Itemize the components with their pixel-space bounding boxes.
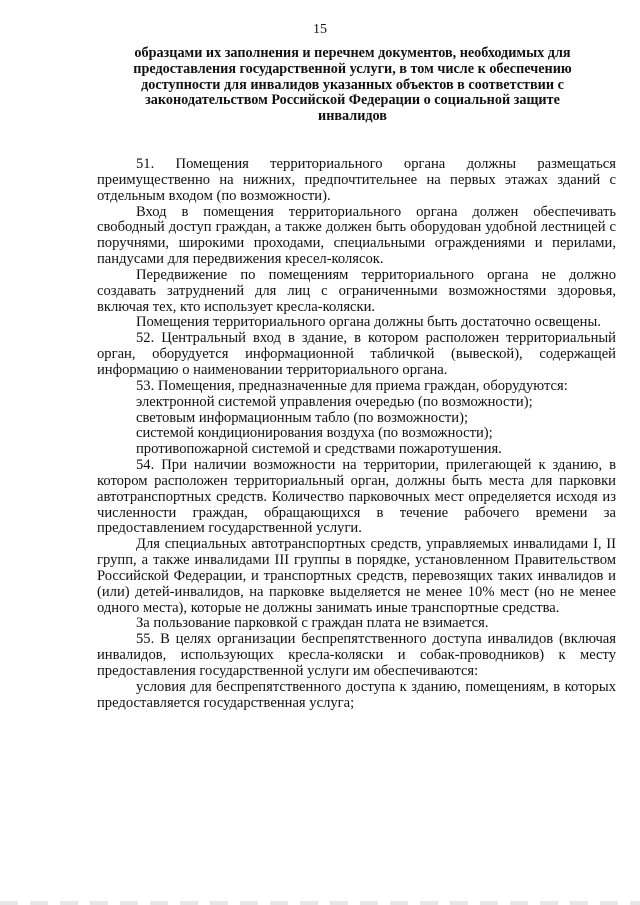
paragraph-lighting: Помещения территориального органа должны быть достаточно освещены. (136, 314, 601, 331)
paragraph-55: 55. В целях организации беспрепятственного доступа инвалидов (включая инвалидов, использующих кресла-коляски и собак-проводников) к месту предоставления государственной услуги им обеспечиваются: (97, 631, 616, 679)
scan-edge-artifact (0, 901, 640, 905)
paragraph-53: 53. Помещения, предназначенные для приема граждан, оборудуются: (136, 377, 568, 394)
paragraph-51: 51. Помещения территориального органа должны размещаться преимущественно на нижних, предпочтительнее на первых этажах зданий с отдельным входом (по возможности). (97, 156, 616, 204)
list-item-fire-system: противопожарной системой и средствами пожаротушения. (136, 441, 502, 458)
list-item-air-conditioning: системой кондиционирования воздуха (по возможности); (136, 425, 493, 442)
list-item-info-board: световым информационным табло (по возможности); (136, 409, 468, 426)
section-heading: образцами их заполнения и перечнем документов, необходимых для предоставления государственной услуги, в том числе к обеспечению доступности для инвалидов указанных объектов в соответствии с законодательством Российской Федерации о социальной защите инвалидов (133, 45, 572, 125)
paragraph-parking-fee: За пользование парковкой с граждан плата не взимается. (136, 615, 489, 632)
paragraph-movement: Передвижение по помещениям территориального органа не должно создавать затруднений для лиц с ограниченными возможностями здоровья, включая тех, кто использует кресла-коляски. (97, 266, 616, 315)
page-number: 15 (313, 22, 327, 37)
paragraph-entrance: Вход в помещения территориального органа должен обеспечивать свободный доступ граждан, а также должен быть оборудован удобной лестницей с поручнями, широкими проходами, специальными ограждениями и перилами, пандусами для передвижения кресел-колясок. (97, 203, 616, 268)
document-body (97, 157, 616, 712)
paragraph-access-conditions: условия для беспрепятственного доступа к зданию, помещениям, в которых предоставляется государственная услуга; (97, 678, 616, 711)
paragraph-disabled-parking: Для специальных автотранспортных средств, управляемых инвалидами I, II групп, а также инвалидами III группы в порядке, установленном Правительством Российской Федерации, и транспортных средств, перевозящих таких инвалидов и (или) детей-инвалидов, на парковке выделяется не менее 10% мест (но не менее одного места), которые не должны занимать иные транспортные средства. (97, 536, 616, 616)
paragraph-52: 52. Центральный вход в здание, в котором расположен территориальный орган, оборудуется информационной табличкой (вывеской), содержащей информацию о наименовании территориального органа. (97, 330, 616, 378)
list-item-queue-system: электронной системой управления очередью (по возможности); (136, 393, 533, 410)
paragraph-54: 54. При наличии возможности на территории, прилегающей к зданию, в котором расположен территориальный орган, должны быть места для парковки автотранспортных средств. Количество парковочных мест определяется исходя из численности граждан, обращающихся в течение рабочего времени за предоставлением государственной услуги. (97, 457, 616, 537)
